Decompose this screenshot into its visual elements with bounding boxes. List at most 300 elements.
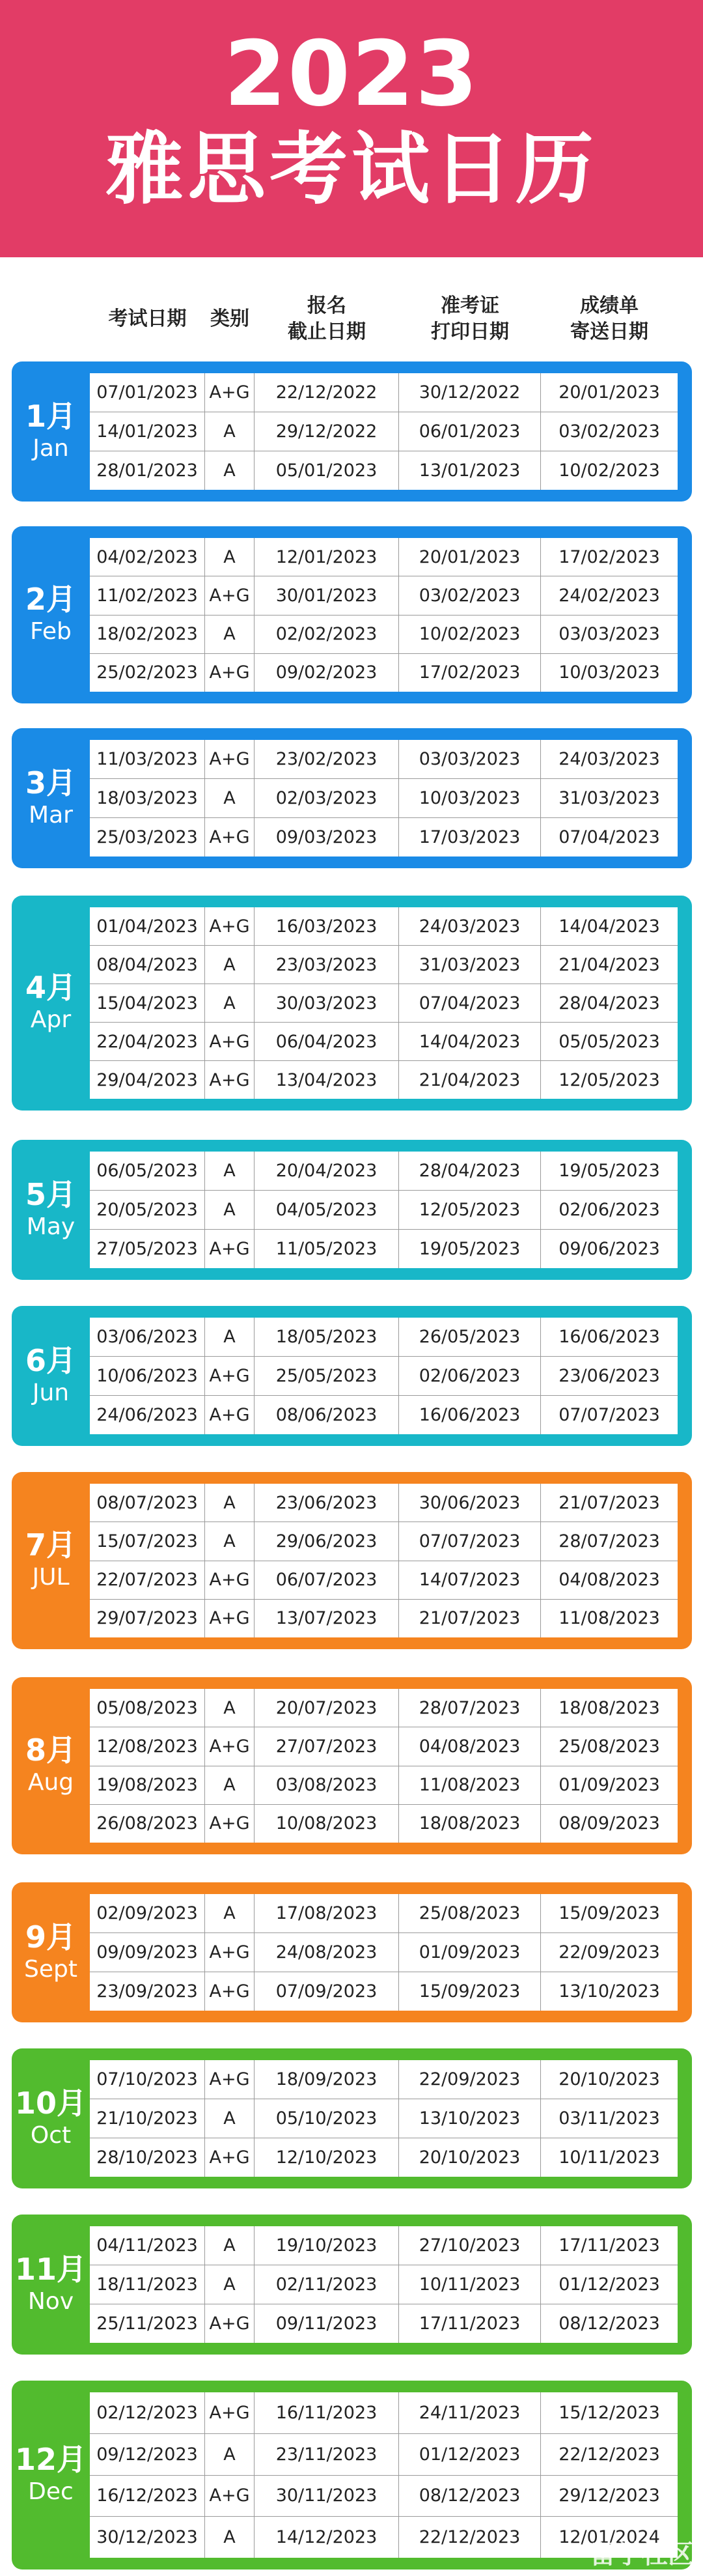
cell-registration-deadline: 16/11/2023 — [255, 2392, 399, 2433]
cell-registration-deadline: 02/03/2023 — [255, 779, 399, 817]
cell-type: A+G — [205, 1933, 255, 1972]
cell-registration-deadline: 16/03/2023 — [255, 907, 399, 945]
month-section — [12, 1306, 692, 1446]
month-label-cn: 10月 — [14, 2085, 87, 2121]
col-header-registration-deadline — [255, 287, 399, 352]
cell-exam-date: 22/04/2023 — [90, 1023, 205, 1060]
month-label-cn: 6月 — [25, 1342, 76, 1378]
cell-report-send: 13/10/2023 — [558, 1981, 660, 2002]
cell-report-send: 28/04/2023 — [558, 993, 660, 1013]
cell-registration-deadline: 06/04/2023 — [255, 1023, 399, 1060]
cell-type: A — [205, 2265, 255, 2304]
cell-registration-deadline: 02/02/2023 — [255, 616, 399, 653]
month-label-cn: 8月 — [25, 1733, 76, 1768]
cell-report-send: 19/05/2023 — [558, 1161, 660, 1181]
month-label-en: Apr — [30, 1006, 72, 1034]
cell-admission-print: 13/01/2023 — [399, 451, 541, 490]
cell-registration-deadline: 11/05/2023 — [255, 1230, 399, 1268]
cell-admission-print: 27/10/2023 — [399, 2226, 541, 2265]
month-label-cn: 4月 — [25, 970, 76, 1006]
table-row — [90, 1396, 678, 1434]
table-row — [90, 818, 678, 856]
cell-exam-date: 09/09/2023 — [90, 1933, 205, 1972]
cell-exam-date: 01/04/2023 — [90, 907, 205, 945]
month-label — [12, 728, 90, 868]
month-label-cn: 7月 — [25, 1527, 76, 1563]
month-label-en: Nov — [27, 2287, 74, 2315]
month-label-en: JUL — [32, 1564, 70, 1591]
cell-report-send: 03/11/2023 — [558, 2108, 660, 2129]
cell-admission-print: 24/03/2023 — [399, 907, 541, 945]
month-label — [12, 2381, 90, 2569]
cell-registration-deadline: 02/11/2023 — [255, 2265, 399, 2304]
cell-registration-deadline: 23/03/2023 — [255, 946, 399, 984]
cell-type: A+G — [205, 2060, 255, 2099]
cell-registration-deadline: 25/05/2023 — [255, 1357, 399, 1395]
table-row — [90, 373, 678, 412]
table-row — [90, 907, 678, 946]
cell-report-send: 11/08/2023 — [558, 1608, 660, 1629]
month-section — [12, 361, 692, 502]
cell-report-send: 08/12/2023 — [558, 2314, 660, 2334]
col-header-exam-date-label: 考试日期 — [108, 307, 187, 330]
cell-exam-date: 30/12/2023 — [90, 2517, 205, 2558]
table-row — [90, 2099, 678, 2138]
cell-exam-date: 08/04/2023 — [90, 946, 205, 984]
cell-type: A+G — [205, 1727, 255, 1765]
cell-admission-print: 10/02/2023 — [399, 616, 541, 653]
cell-type: A+G — [205, 740, 255, 778]
month-label — [12, 526, 90, 703]
month-label-cn: 12月 — [14, 2442, 87, 2478]
cell-type: A — [205, 538, 255, 576]
month-label — [12, 1306, 90, 1446]
schedule-table — [90, 2392, 678, 2558]
cell-report-send: 03/03/2023 — [558, 624, 660, 645]
table-row — [90, 1933, 678, 1972]
table-row — [90, 1484, 678, 1522]
month-label-cn: 9月 — [25, 1919, 76, 1955]
month-label-cn: 2月 — [25, 582, 76, 617]
cell-registration-deadline: 09/02/2023 — [255, 654, 399, 692]
table-row — [90, 1522, 678, 1561]
cell-registration-deadline: 24/08/2023 — [255, 1933, 399, 1972]
cell-exam-date: 24/06/2023 — [90, 1396, 205, 1434]
cell-admission-print: 10/11/2023 — [399, 2265, 541, 2304]
cell-exam-date: 08/07/2023 — [90, 1484, 205, 1522]
month-label-cn: 11月 — [14, 2251, 87, 2287]
cell-admission-print: 13/10/2023 — [399, 2099, 541, 2138]
cell-registration-deadline: 13/07/2023 — [255, 1600, 399, 1637]
cell-registration-deadline: 09/11/2023 — [255, 2304, 399, 2343]
col-header-admission-line2: 打印日期 — [431, 320, 509, 343]
month-label-en: Jun — [32, 1379, 70, 1406]
cell-registration-deadline: 23/11/2023 — [255, 2434, 399, 2475]
cell-type: A — [205, 2517, 255, 2558]
cell-report-send: 07/07/2023 — [558, 1405, 660, 1425]
cell-admission-print: 20/01/2023 — [399, 538, 541, 576]
cell-report-send: 24/03/2023 — [558, 749, 660, 769]
cell-admission-print: 03/03/2023 — [399, 740, 541, 778]
table-row — [90, 1766, 678, 1805]
table-row — [90, 984, 678, 1023]
schedule-table — [90, 373, 678, 490]
table-row — [90, 1972, 678, 2011]
cell-registration-deadline: 29/06/2023 — [255, 1522, 399, 1560]
month-label-en: Aug — [27, 1769, 74, 1796]
cell-exam-date: 18/11/2023 — [90, 2265, 205, 2304]
cell-type: A+G — [205, 1972, 255, 2011]
watermark: 留学社区 — [590, 2540, 694, 2569]
cell-type: A+G — [205, 1023, 255, 1060]
table-row — [90, 1061, 678, 1099]
cell-registration-deadline: 23/02/2023 — [255, 740, 399, 778]
month-label-cn: 1月 — [25, 398, 76, 434]
cell-report-send: 22/09/2023 — [558, 1942, 660, 1962]
table-row — [90, 1894, 678, 1933]
month-section — [12, 2215, 692, 2355]
cell-report-send: 18/08/2023 — [558, 1697, 660, 1718]
table-row — [90, 412, 678, 451]
cell-type: A — [205, 1152, 255, 1190]
cell-admission-print: 08/12/2023 — [399, 2476, 541, 2517]
month-label — [12, 1677, 90, 1854]
table-row — [90, 1727, 678, 1766]
table-row — [90, 2138, 678, 2177]
table-row — [90, 2304, 678, 2343]
cell-exam-date: 11/03/2023 — [90, 740, 205, 778]
month-label — [12, 2048, 90, 2188]
schedule-table — [90, 1894, 678, 2011]
cell-exam-date: 27/05/2023 — [90, 1230, 205, 1268]
cell-admission-print: 02/06/2023 — [399, 1357, 541, 1395]
month-label — [12, 361, 90, 502]
cell-registration-deadline: 12/01/2023 — [255, 538, 399, 576]
cell-type: A — [205, 1766, 255, 1804]
month-label — [12, 2215, 90, 2355]
cell-admission-print: 07/04/2023 — [399, 984, 541, 1022]
table-row — [90, 1191, 678, 1230]
cell-report-send: 20/01/2023 — [558, 382, 660, 403]
cell-type: A — [205, 1484, 255, 1522]
month-section — [12, 1140, 692, 1280]
cell-registration-deadline: 04/05/2023 — [255, 1191, 399, 1229]
cell-registration-deadline: 05/01/2023 — [255, 451, 399, 490]
cell-exam-date: 28/01/2023 — [90, 451, 205, 490]
table-row — [90, 2265, 678, 2304]
cell-type: A+G — [205, 1805, 255, 1843]
cell-exam-date: 25/03/2023 — [90, 818, 205, 856]
cell-admission-print: 18/08/2023 — [399, 1805, 541, 1843]
cell-admission-print: 21/04/2023 — [399, 1061, 541, 1099]
cell-report-send: 07/04/2023 — [558, 827, 660, 847]
cell-report-send: 15/09/2023 — [558, 1903, 660, 1923]
header-title: 雅思考试日历 — [105, 124, 598, 215]
cell-report-send: 03/02/2023 — [558, 421, 660, 442]
cell-type: A — [205, 2226, 255, 2265]
table-row — [90, 1230, 678, 1268]
month-label — [12, 896, 90, 1111]
cell-admission-print: 06/01/2023 — [399, 412, 541, 451]
cell-report-send: 08/09/2023 — [558, 1813, 660, 1834]
schedule-table — [90, 1689, 678, 1843]
cell-report-send: 14/04/2023 — [558, 916, 660, 937]
cell-admission-print: 14/04/2023 — [399, 1023, 541, 1060]
schedule-table — [90, 740, 678, 856]
cell-admission-print: 31/03/2023 — [399, 946, 541, 984]
cell-type: A — [205, 451, 255, 490]
cell-registration-deadline: 27/07/2023 — [255, 1727, 399, 1765]
schedule-table — [90, 2060, 678, 2177]
cell-exam-date: 25/11/2023 — [90, 2304, 205, 2343]
cell-report-send: 09/06/2023 — [558, 1239, 660, 1259]
cell-type: A+G — [205, 907, 255, 945]
header-year: 2023 — [223, 21, 480, 126]
schedule-table — [90, 2226, 678, 2343]
cell-report-send: 23/06/2023 — [558, 1366, 660, 1386]
month-label-en: Feb — [30, 618, 72, 645]
cell-type: A+G — [205, 1357, 255, 1395]
month-label-en: May — [26, 1213, 76, 1240]
cell-exam-date: 21/10/2023 — [90, 2099, 205, 2138]
cell-exam-date: 02/09/2023 — [90, 1894, 205, 1932]
cell-registration-deadline: 20/04/2023 — [255, 1152, 399, 1190]
schedule-table — [90, 1152, 678, 1268]
cell-admission-print: 25/08/2023 — [399, 1894, 541, 1932]
cell-type: A — [205, 779, 255, 817]
month-section — [12, 526, 692, 703]
cell-exam-date: 20/05/2023 — [90, 1191, 205, 1229]
cell-admission-print: 24/11/2023 — [399, 2392, 541, 2433]
cell-registration-deadline: 18/09/2023 — [255, 2060, 399, 2099]
cell-exam-date: 04/02/2023 — [90, 538, 205, 576]
cell-admission-print: 11/08/2023 — [399, 1766, 541, 1804]
cell-type: A+G — [205, 654, 255, 692]
cell-registration-deadline: 09/03/2023 — [255, 818, 399, 856]
table-row — [90, 1318, 678, 1357]
cell-admission-print: 07/07/2023 — [399, 1522, 541, 1560]
table-row — [90, 654, 678, 692]
cell-exam-date: 18/02/2023 — [90, 616, 205, 653]
cell-exam-date: 09/12/2023 — [90, 2434, 205, 2475]
month-label — [12, 1882, 90, 2022]
table-row — [90, 946, 678, 984]
cell-report-send: 12/01/2024 — [558, 2527, 660, 2548]
month-section — [12, 896, 692, 1111]
cell-exam-date: 07/01/2023 — [90, 373, 205, 412]
month-label — [12, 1472, 90, 1649]
cell-report-send: 25/08/2023 — [558, 1736, 660, 1757]
cell-type: A — [205, 2099, 255, 2138]
cell-exam-date: 11/02/2023 — [90, 576, 205, 614]
cell-exam-date: 15/07/2023 — [90, 1522, 205, 1560]
cell-registration-deadline: 05/10/2023 — [255, 2099, 399, 2138]
cell-registration-deadline: 23/06/2023 — [255, 1484, 399, 1522]
cell-type: A — [205, 1689, 255, 1727]
cell-admission-print: 22/09/2023 — [399, 2060, 541, 2099]
col-header-type-label: 类别 — [210, 307, 249, 330]
col-header-registration-line1: 报名 — [307, 294, 346, 317]
schedule-table — [90, 1318, 678, 1434]
col-header-report-send — [541, 287, 678, 352]
cell-type: A+G — [205, 1600, 255, 1637]
cell-admission-print: 28/07/2023 — [399, 1689, 541, 1727]
cell-type: A — [205, 946, 255, 984]
table-row — [90, 1561, 678, 1600]
cell-report-send: 22/12/2023 — [558, 2444, 660, 2465]
cell-report-send: 24/02/2023 — [558, 585, 660, 606]
cell-type: A+G — [205, 2138, 255, 2177]
table-row — [90, 1689, 678, 1727]
month-label-en: Dec — [28, 2478, 74, 2506]
col-header-admission-line1: 准考证 — [441, 294, 499, 317]
cell-type: A+G — [205, 576, 255, 614]
cell-type: A — [205, 2434, 255, 2475]
cell-admission-print: 20/10/2023 — [399, 2138, 541, 2177]
cell-report-send: 21/07/2023 — [558, 1492, 660, 1513]
cell-registration-deadline: 07/09/2023 — [255, 1972, 399, 2011]
cell-admission-print: 17/11/2023 — [399, 2304, 541, 2343]
table-row — [90, 576, 678, 615]
cell-report-send: 10/11/2023 — [558, 2147, 660, 2168]
month-label-en: Sept — [24, 1955, 77, 1983]
month-section — [12, 1677, 692, 1854]
month-section — [12, 1882, 692, 2022]
schedule-table — [90, 907, 678, 1099]
cell-admission-print: 10/03/2023 — [399, 779, 541, 817]
cell-exam-date: 23/09/2023 — [90, 1972, 205, 2011]
col-header-exam-date — [90, 287, 205, 352]
table-row — [90, 538, 678, 576]
col-header-report-line1: 成绩单 — [580, 294, 639, 317]
month-label-en: Jan — [33, 434, 69, 462]
cell-exam-date: 26/08/2023 — [90, 1805, 205, 1843]
table-row — [90, 740, 678, 779]
cell-registration-deadline: 12/10/2023 — [255, 2138, 399, 2177]
cell-admission-print: 30/12/2022 — [399, 373, 541, 412]
cell-admission-print: 03/02/2023 — [399, 576, 541, 614]
cell-report-send: 31/03/2023 — [558, 788, 660, 808]
cell-registration-deadline: 30/11/2023 — [255, 2476, 399, 2517]
cell-report-send: 12/05/2023 — [558, 1069, 660, 1090]
cell-type: A — [205, 984, 255, 1022]
cell-type: A+G — [205, 2392, 255, 2433]
cell-admission-print: 17/03/2023 — [399, 818, 541, 856]
table-row — [90, 1023, 678, 1061]
cell-exam-date: 18/03/2023 — [90, 779, 205, 817]
cell-admission-print: 16/06/2023 — [399, 1396, 541, 1434]
cell-admission-print: 28/04/2023 — [399, 1152, 541, 1190]
cell-admission-print: 17/02/2023 — [399, 654, 541, 692]
cell-type: A — [205, 412, 255, 451]
cell-report-send: 05/05/2023 — [558, 1031, 660, 1052]
month-section — [12, 1472, 692, 1649]
table-row — [90, 779, 678, 818]
cell-type: A+G — [205, 1561, 255, 1599]
cell-report-send: 15/12/2023 — [558, 2402, 660, 2423]
cell-registration-deadline: 08/06/2023 — [255, 1396, 399, 1434]
cell-exam-date: 28/10/2023 — [90, 2138, 205, 2177]
col-header-registration-line2: 截止日期 — [288, 320, 366, 343]
cell-type: A+G — [205, 2304, 255, 2343]
cell-report-send: 29/12/2023 — [558, 2485, 660, 2506]
col-header-admission-print — [399, 287, 541, 352]
cell-exam-date: 06/05/2023 — [90, 1152, 205, 1190]
table-row — [90, 2392, 678, 2434]
cell-admission-print: 21/07/2023 — [399, 1600, 541, 1637]
cell-report-send: 28/07/2023 — [558, 1531, 660, 1551]
cell-registration-deadline: 06/07/2023 — [255, 1561, 399, 1599]
cell-report-send: 17/02/2023 — [558, 546, 660, 567]
cell-type: A+G — [205, 818, 255, 856]
month-section — [12, 728, 692, 868]
cell-report-send: 16/06/2023 — [558, 1327, 660, 1347]
cell-exam-date: 03/06/2023 — [90, 1318, 205, 1356]
month-label-en: Mar — [29, 801, 73, 828]
schedule-table — [90, 1484, 678, 1637]
month-label-cn: 5月 — [25, 1176, 76, 1212]
cell-exam-date: 15/04/2023 — [90, 984, 205, 1022]
cell-admission-print: 15/09/2023 — [399, 1972, 541, 2011]
cell-registration-deadline: 13/04/2023 — [255, 1061, 399, 1099]
month-section — [12, 2048, 692, 2188]
cell-exam-date: 25/02/2023 — [90, 654, 205, 692]
cell-exam-date: 04/11/2023 — [90, 2226, 205, 2265]
table-row — [90, 1805, 678, 1843]
cell-type: A+G — [205, 373, 255, 412]
col-header-report-line2: 寄送日期 — [570, 320, 648, 343]
cell-registration-deadline: 19/10/2023 — [255, 2226, 399, 2265]
cell-admission-print: 01/12/2023 — [399, 2434, 541, 2475]
cell-registration-deadline: 20/07/2023 — [255, 1689, 399, 1727]
table-row — [90, 1152, 678, 1191]
cell-exam-date: 02/12/2023 — [90, 2392, 205, 2433]
cell-exam-date: 10/06/2023 — [90, 1357, 205, 1395]
cell-type: A — [205, 1318, 255, 1356]
cell-registration-deadline: 10/08/2023 — [255, 1805, 399, 1843]
month-label — [12, 1140, 90, 1280]
cell-registration-deadline: 30/01/2023 — [255, 576, 399, 614]
cell-report-send: 04/08/2023 — [558, 1570, 660, 1591]
table-row — [90, 2060, 678, 2099]
cell-admission-print: 22/12/2023 — [399, 2517, 541, 2558]
cell-exam-date: 16/12/2023 — [90, 2476, 205, 2517]
cell-registration-deadline: 17/08/2023 — [255, 1894, 399, 1932]
month-label-cn: 3月 — [25, 765, 76, 800]
cell-report-send: 01/09/2023 — [558, 1775, 660, 1796]
cell-admission-print: 01/09/2023 — [399, 1933, 541, 1972]
cell-registration-deadline: 30/03/2023 — [255, 984, 399, 1022]
cell-exam-date: 19/08/2023 — [90, 1766, 205, 1804]
cell-admission-print: 12/05/2023 — [399, 1191, 541, 1229]
cell-admission-print: 26/05/2023 — [399, 1318, 541, 1356]
cell-exam-date: 29/04/2023 — [90, 1061, 205, 1099]
table-row — [90, 2434, 678, 2476]
header-banner — [0, 0, 703, 257]
cell-report-send: 02/06/2023 — [558, 1200, 660, 1220]
cell-type: A — [205, 616, 255, 653]
cell-admission-print: 30/06/2023 — [399, 1484, 541, 1522]
cell-exam-date: 14/01/2023 — [90, 412, 205, 451]
cell-type: A+G — [205, 1061, 255, 1099]
cell-registration-deadline: 18/05/2023 — [255, 1318, 399, 1356]
cell-report-send: 21/04/2023 — [558, 954, 660, 975]
table-row — [90, 1600, 678, 1637]
table-row — [90, 2226, 678, 2265]
cell-exam-date: 07/10/2023 — [90, 2060, 205, 2099]
cell-type: A — [205, 1191, 255, 1229]
schedule-table — [90, 538, 678, 692]
